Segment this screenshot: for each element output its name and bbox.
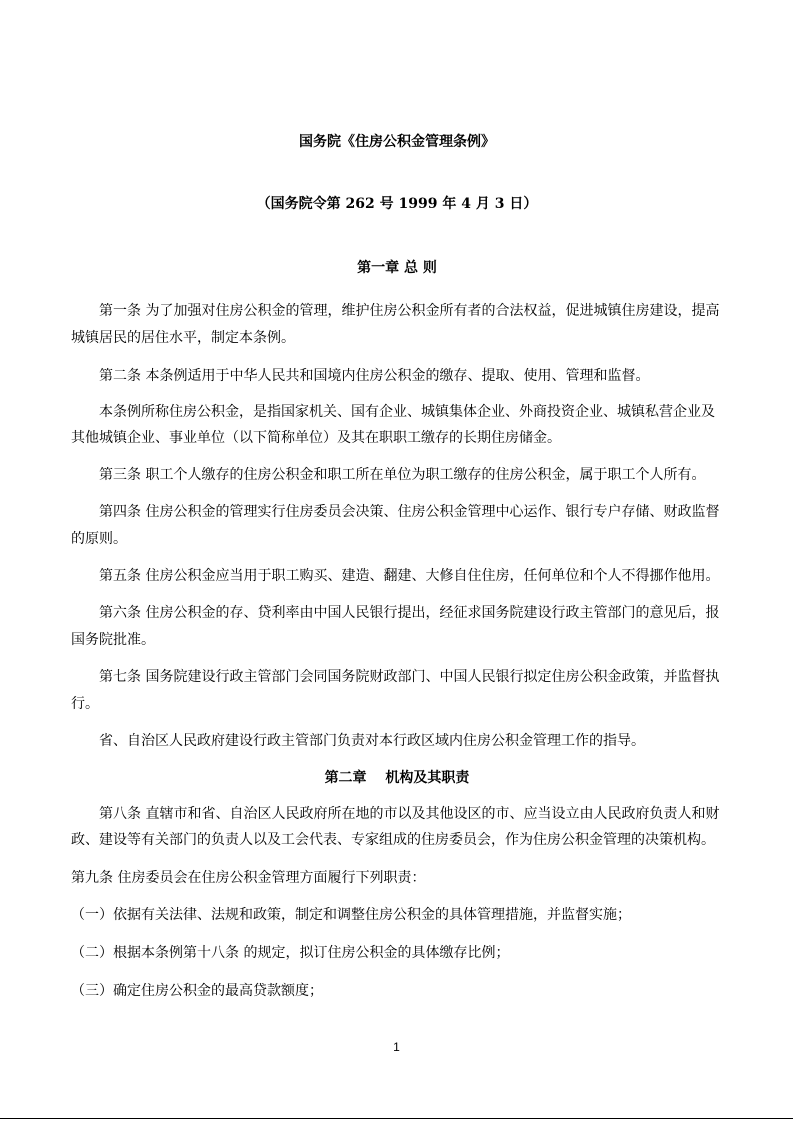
list-item: （二）根据本条例第十八条 的规定，拟订住房公积金的具体缴存比例； (71, 945, 510, 961)
paragraph: 省、自治区人民政府建设行政主管部门负责对本行政区域内住房公积金管理工作的指导。 (99, 733, 645, 749)
paragraph: 第六条 住房公积金的存、贷利率由中国人民银行提出，经征求国务院建设行政主管部门的意见后，报 (99, 605, 720, 621)
document-title: 国务院《住房公积金管理条例》 (299, 134, 495, 150)
paragraph: 第四条 住房公积金的管理实行住房委员会决策、住房公积金管理中心运作、银行专户存储、财政监督 (99, 504, 720, 520)
list-item: （三）确定住房公积金的最高贷款额度； (71, 983, 323, 999)
paragraph: 政、建设等有关部门的负责人以及工会代表、专家组成的住房委员会，作为住房公积金管理的决策机构。 (71, 832, 715, 848)
paragraph: 行。 (71, 696, 99, 712)
paragraph: 城镇居民的居住水平，制定本条例。 (71, 330, 295, 346)
decree-line: （国务院令第 262 号 1999 年 4 月 3 日） (256, 196, 538, 212)
paragraph: 第八条 直辖市和省、自治区人民政府所在地的市以及其他设区的市、应当设立由人民政府负责人和财 (99, 806, 720, 822)
paragraph: 的原则。 (71, 531, 127, 547)
list-item: （一）依据有关法律、法规和政策，制定和调整住房公积金的具体管理措施，并监督实施； (71, 907, 631, 923)
paragraph: 第二条 本条例适用于中华人民共和国境内住房公积金的缴存、提取、使用、管理和监督。 (99, 368, 650, 384)
paragraph: 第九条 住房委员会在住房公积金管理方面履行下列职责： (71, 870, 426, 886)
paragraph: 第五条 住房公积金应当用于职工购买、建造、翻建、大修自住住房，任何单位和个人不得挪作他用。 (99, 568, 720, 584)
paragraph: 第一条 为了加强对住房公积金的管理，维护住房公积金所有者的合法权益，促进城镇住房建设，提高 (99, 303, 720, 319)
chapter-heading: 第一章 总 则 (357, 260, 437, 276)
paragraph: 本条例所称住房公积金，是指国家机关、国有企业、城镇集体企业、外商投资企业、城镇私营企业及 (99, 404, 715, 420)
paragraph: 第三条 职工个人缴存的住房公积金和职工所在单位为职工缴存的住房公积金，属于职工个人所有。 (99, 467, 706, 483)
paragraph: 国务院批准。 (71, 632, 155, 648)
page-number: 1 (393, 1040, 400, 1054)
page-edge-divider (0, 1118, 793, 1119)
paragraph: 其他城镇企业、事业单位（以下简称单位）及其在职职工缴存的长期住房储金。 (71, 430, 561, 446)
chapter-heading: 第二章 机构及其职责 (324, 770, 470, 786)
paragraph: 第七条 国务院建设行政主管部门会同国务院财政部门、中国人民银行拟定住房公积金政策，并监督执 (99, 669, 720, 685)
